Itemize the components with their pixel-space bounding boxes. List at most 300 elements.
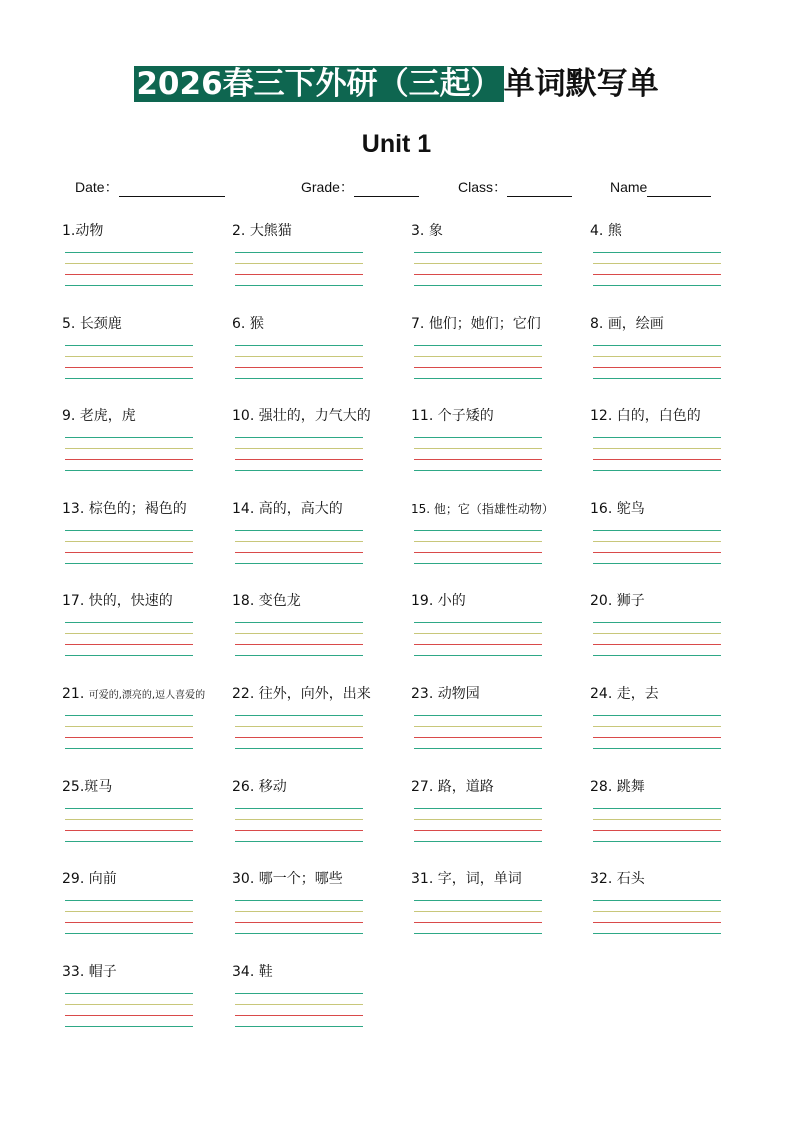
chinese-meaning: 他们；她们；它们	[428, 316, 541, 332]
word-prompt	[590, 777, 645, 797]
word-prompt	[232, 314, 264, 334]
writing-line	[65, 819, 193, 820]
writing-lines[interactable]	[65, 252, 193, 288]
item-number: 33.	[62, 964, 85, 980]
writing-line	[414, 552, 542, 553]
writing-line	[235, 459, 363, 460]
word-prompt	[590, 221, 622, 241]
writing-lines[interactable]	[65, 808, 193, 844]
writing-line	[235, 378, 363, 379]
writing-line	[414, 830, 542, 831]
writing-line	[414, 808, 542, 809]
writing-line	[414, 356, 542, 357]
word-item	[590, 221, 760, 301]
writing-line	[235, 819, 363, 820]
writing-line	[414, 819, 542, 820]
item-number: 10.	[232, 408, 255, 424]
item-number: 6.	[232, 316, 246, 332]
writing-lines[interactable]	[235, 808, 363, 844]
writing-line	[235, 367, 363, 368]
writing-lines[interactable]	[414, 622, 542, 658]
chinese-meaning: 向前	[88, 871, 117, 887]
writing-line	[414, 378, 542, 379]
writing-line	[593, 530, 721, 531]
item-number: 32.	[590, 871, 613, 887]
writing-line	[414, 841, 542, 842]
writing-line	[593, 911, 721, 912]
item-number: 27.	[411, 779, 434, 795]
writing-line	[235, 263, 363, 264]
chinese-meaning: 强壮的，力气大的	[258, 408, 371, 424]
writing-line	[65, 900, 193, 901]
writing-line	[593, 541, 721, 542]
chinese-meaning: 字，词，单词	[437, 871, 522, 887]
item-number: 11.	[411, 408, 434, 424]
writing-line	[65, 459, 193, 460]
word-item	[411, 869, 581, 949]
word-item	[62, 221, 232, 301]
chinese-meaning: 路，道路	[437, 779, 494, 795]
grade-blank[interactable]	[354, 182, 419, 197]
word-prompt	[411, 869, 522, 889]
word-prompt	[232, 777, 287, 797]
writing-lines[interactable]	[65, 530, 193, 566]
writing-line	[235, 911, 363, 912]
worksheet-title	[0, 64, 793, 104]
word-prompt	[411, 221, 443, 241]
writing-line	[414, 367, 542, 368]
writing-line	[414, 252, 542, 253]
writing-line	[593, 563, 721, 564]
writing-line	[235, 530, 363, 531]
writing-line	[235, 1015, 363, 1016]
writing-line	[593, 819, 721, 820]
writing-line	[414, 715, 542, 716]
writing-line	[235, 448, 363, 449]
word-item	[590, 406, 760, 486]
writing-lines[interactable]	[414, 900, 542, 936]
word-prompt	[232, 591, 301, 611]
word-item	[411, 777, 581, 857]
writing-line	[65, 1015, 193, 1016]
chinese-meaning: 快的，快速的	[88, 593, 173, 609]
word-item	[232, 314, 402, 394]
writing-line	[414, 470, 542, 471]
writing-line	[65, 1004, 193, 1005]
writing-line	[65, 655, 193, 656]
writing-line	[593, 715, 721, 716]
writing-line	[235, 993, 363, 994]
item-number: 12.	[590, 408, 613, 424]
writing-line	[65, 726, 193, 727]
word-item	[232, 869, 402, 949]
writing-line	[593, 841, 721, 842]
writing-line	[235, 830, 363, 831]
unit-heading: Unit 1	[361, 130, 432, 158]
word-prompt	[411, 314, 541, 334]
item-number: 25.	[62, 779, 85, 795]
writing-line	[593, 830, 721, 831]
item-number: 1.	[62, 223, 76, 239]
writing-line	[593, 470, 721, 471]
writing-lines[interactable]	[65, 345, 193, 381]
writing-lines[interactable]	[414, 715, 542, 751]
chinese-meaning: 斑马	[84, 779, 113, 795]
word-item	[232, 684, 402, 764]
writing-line	[414, 345, 542, 346]
writing-line	[65, 437, 193, 438]
writing-lines[interactable]	[235, 530, 363, 566]
writing-line	[414, 911, 542, 912]
writing-line	[65, 367, 193, 368]
writing-line	[65, 563, 193, 564]
writing-lines[interactable]	[65, 715, 193, 751]
item-number: 18.	[232, 593, 255, 609]
word-prompt	[62, 591, 173, 611]
writing-line	[593, 922, 721, 923]
writing-line	[235, 1004, 363, 1005]
writing-line	[65, 356, 193, 357]
word-prompt	[62, 777, 112, 797]
writing-line	[414, 737, 542, 738]
name-label: Name	[610, 179, 648, 195]
writing-line	[235, 541, 363, 542]
item-number: 5.	[62, 316, 76, 332]
word-prompt	[62, 406, 136, 426]
writing-line	[65, 993, 193, 994]
word-item	[590, 777, 760, 857]
word-prompt	[411, 406, 494, 426]
writing-line	[65, 808, 193, 809]
writing-line	[65, 252, 193, 253]
writing-lines[interactable]	[235, 900, 363, 936]
writing-line	[414, 285, 542, 286]
chinese-meaning: 帽子	[88, 964, 117, 980]
writing-line	[414, 530, 542, 531]
word-prompt	[411, 499, 554, 519]
chinese-meaning: 熊	[607, 223, 622, 239]
chinese-meaning: 白的，白色的	[616, 408, 701, 424]
word-prompt	[232, 221, 292, 241]
writing-line	[65, 748, 193, 749]
word-item	[411, 314, 581, 394]
item-number: 26.	[232, 779, 255, 795]
word-prompt	[590, 591, 645, 611]
item-number: 17.	[62, 593, 85, 609]
writing-line	[414, 274, 542, 275]
chinese-meaning: 画，绘画	[607, 316, 664, 332]
word-prompt	[62, 314, 122, 334]
writing-lines[interactable]	[235, 993, 363, 1029]
word-item	[62, 684, 232, 764]
writing-line	[235, 644, 363, 645]
writing-lines[interactable]	[65, 622, 193, 658]
word-item	[590, 499, 760, 579]
chinese-meaning: 往外，向外，出来	[258, 686, 371, 702]
item-number: 14.	[232, 501, 255, 517]
word-item	[411, 684, 581, 764]
writing-lines[interactable]	[593, 715, 721, 751]
writing-line	[235, 633, 363, 634]
writing-lines[interactable]	[235, 345, 363, 381]
writing-line	[235, 1026, 363, 1027]
word-item	[411, 406, 581, 486]
word-prompt	[411, 591, 466, 611]
date-field	[75, 177, 225, 197]
writing-line	[593, 552, 721, 553]
item-number: 2.	[232, 223, 246, 239]
writing-line	[593, 633, 721, 634]
writing-line	[235, 437, 363, 438]
writing-lines[interactable]	[235, 437, 363, 473]
writing-line	[414, 448, 542, 449]
title-rest: 单词默写单	[503, 66, 659, 102]
writing-line	[414, 922, 542, 923]
writing-lines[interactable]	[414, 530, 542, 566]
writing-line	[65, 1026, 193, 1027]
word-item	[62, 777, 232, 857]
date-label: Date：	[75, 179, 119, 195]
word-item	[62, 869, 232, 949]
item-number: 20.	[590, 593, 613, 609]
writing-line	[65, 470, 193, 471]
writing-line	[414, 459, 542, 460]
word-item	[232, 499, 402, 579]
writing-line	[235, 726, 363, 727]
writing-line	[65, 830, 193, 831]
word-prompt	[62, 221, 103, 241]
writing-line	[65, 715, 193, 716]
writing-line	[235, 748, 363, 749]
writing-line	[414, 933, 542, 934]
chinese-meaning: 象	[428, 223, 443, 239]
chinese-meaning: 动物	[75, 223, 104, 239]
writing-line	[414, 622, 542, 623]
chinese-meaning: 老虎，虎	[79, 408, 136, 424]
writing-line	[65, 285, 193, 286]
writing-lines[interactable]	[235, 622, 363, 658]
writing-line	[593, 622, 721, 623]
word-prompt	[232, 499, 343, 519]
word-prompt	[62, 684, 205, 706]
item-number: 21.	[62, 686, 85, 702]
writing-line	[593, 263, 721, 264]
writing-line	[65, 622, 193, 623]
word-prompt	[232, 406, 371, 426]
writing-line	[593, 900, 721, 901]
item-number: 29.	[62, 871, 85, 887]
word-prompt	[590, 314, 664, 334]
writing-line	[593, 285, 721, 286]
writing-line	[65, 644, 193, 645]
writing-line	[65, 737, 193, 738]
word-prompt	[62, 962, 117, 982]
writing-line	[65, 378, 193, 379]
item-number: 19.	[411, 593, 434, 609]
writing-line	[414, 541, 542, 542]
writing-line	[593, 808, 721, 809]
writing-line	[414, 726, 542, 727]
word-prompt	[232, 869, 343, 889]
item-number: 8.	[590, 316, 604, 332]
writing-line	[235, 655, 363, 656]
grade-label: Grade：	[301, 179, 354, 195]
writing-line	[65, 448, 193, 449]
writing-line	[235, 737, 363, 738]
writing-lines[interactable]	[414, 252, 542, 288]
writing-line	[414, 563, 542, 564]
writing-line	[235, 285, 363, 286]
writing-line	[593, 737, 721, 738]
writing-line	[593, 367, 721, 368]
writing-line	[65, 541, 193, 542]
word-prompt	[411, 777, 494, 797]
writing-line	[235, 252, 363, 253]
item-number: 13.	[62, 501, 85, 517]
writing-line	[593, 748, 721, 749]
writing-line	[235, 552, 363, 553]
chinese-meaning: 猴	[249, 316, 264, 332]
writing-line	[593, 655, 721, 656]
writing-line	[235, 900, 363, 901]
word-item	[62, 314, 232, 394]
writing-line	[235, 563, 363, 564]
item-number: 28.	[590, 779, 613, 795]
item-number: 3.	[411, 223, 425, 239]
chinese-meaning: 哪一个；哪些	[258, 871, 343, 887]
word-prompt	[232, 962, 273, 982]
word-item	[232, 962, 402, 1042]
writing-line	[65, 633, 193, 634]
writing-lines[interactable]	[65, 900, 193, 936]
item-number: 31.	[411, 871, 434, 887]
writing-line	[65, 530, 193, 531]
chinese-meaning: 变色龙	[258, 593, 301, 609]
writing-line	[235, 622, 363, 623]
word-prompt	[590, 684, 659, 704]
writing-lines[interactable]	[414, 437, 542, 473]
writing-lines[interactable]	[414, 345, 542, 381]
chinese-meaning: 石头	[616, 871, 645, 887]
writing-line	[414, 655, 542, 656]
writing-line	[593, 345, 721, 346]
item-number: 9.	[62, 408, 76, 424]
chinese-meaning: 移动	[258, 779, 287, 795]
writing-line	[235, 841, 363, 842]
writing-lines[interactable]	[593, 345, 721, 381]
word-item	[232, 406, 402, 486]
writing-lines[interactable]	[593, 530, 721, 566]
writing-lines[interactable]	[235, 252, 363, 288]
word-prompt	[62, 869, 117, 889]
writing-line	[235, 933, 363, 934]
word-item	[232, 221, 402, 301]
writing-lines[interactable]	[235, 715, 363, 751]
writing-line	[414, 633, 542, 634]
word-item	[411, 221, 581, 301]
writing-line	[593, 378, 721, 379]
class-field	[458, 177, 572, 197]
writing-line	[414, 748, 542, 749]
writing-line	[235, 715, 363, 716]
item-number: 16.	[590, 501, 613, 517]
item-number: 15.	[411, 502, 431, 516]
word-item	[232, 591, 402, 671]
word-item	[590, 314, 760, 394]
item-number: 4.	[590, 223, 604, 239]
writing-line	[65, 911, 193, 912]
writing-line	[593, 726, 721, 727]
item-number: 34.	[232, 964, 255, 980]
word-item	[411, 591, 581, 671]
chinese-meaning: 他；它（指雄性动物）	[433, 502, 554, 516]
chinese-meaning: 小的	[437, 593, 466, 609]
writing-line	[65, 933, 193, 934]
name-field	[610, 177, 711, 197]
chinese-meaning: 高的，高大的	[258, 501, 343, 517]
writing-lines[interactable]	[593, 252, 721, 288]
chinese-meaning: 走，去	[616, 686, 659, 702]
date-blank[interactable]	[119, 182, 225, 197]
writing-lines[interactable]	[593, 437, 721, 473]
writing-line	[593, 933, 721, 934]
chinese-meaning: 大熊猫	[249, 223, 292, 239]
item-number: 30.	[232, 871, 255, 887]
word-item	[62, 499, 232, 579]
writing-line	[593, 356, 721, 357]
word-item	[62, 591, 232, 671]
writing-lines[interactable]	[593, 808, 721, 844]
writing-line	[414, 263, 542, 264]
writing-line	[65, 922, 193, 923]
item-number: 24.	[590, 686, 613, 702]
writing-line	[593, 448, 721, 449]
writing-line	[593, 437, 721, 438]
chinese-meaning: 鸵鸟	[616, 501, 645, 517]
writing-lines[interactable]	[593, 900, 721, 936]
writing-line	[65, 263, 193, 264]
chinese-meaning: 棕色的；褐色的	[88, 501, 187, 517]
writing-line	[235, 808, 363, 809]
title-highlight: 2026春三下外研（三起）	[136, 66, 502, 102]
item-number: 7.	[411, 316, 425, 332]
writing-line	[593, 459, 721, 460]
word-prompt	[590, 406, 701, 426]
writing-line	[593, 274, 721, 275]
writing-lines[interactable]	[65, 437, 193, 473]
word-item	[411, 499, 581, 579]
word-item	[590, 591, 760, 671]
writing-lines[interactable]	[65, 993, 193, 1029]
writing-line	[414, 437, 542, 438]
name-blank[interactable]	[647, 182, 711, 197]
word-prompt	[232, 684, 371, 704]
item-number: 23.	[411, 686, 434, 702]
chinese-meaning: 鞋	[258, 964, 273, 980]
chinese-meaning: 长颈鹿	[79, 316, 122, 332]
class-blank[interactable]	[507, 182, 572, 197]
writing-line	[235, 922, 363, 923]
writing-line	[65, 345, 193, 346]
writing-lines[interactable]	[414, 808, 542, 844]
writing-lines[interactable]	[593, 622, 721, 658]
writing-line	[235, 356, 363, 357]
writing-line	[593, 644, 721, 645]
word-item	[62, 406, 232, 486]
writing-line	[65, 841, 193, 842]
chinese-meaning: 跳舞	[616, 779, 645, 795]
word-item	[590, 684, 760, 764]
